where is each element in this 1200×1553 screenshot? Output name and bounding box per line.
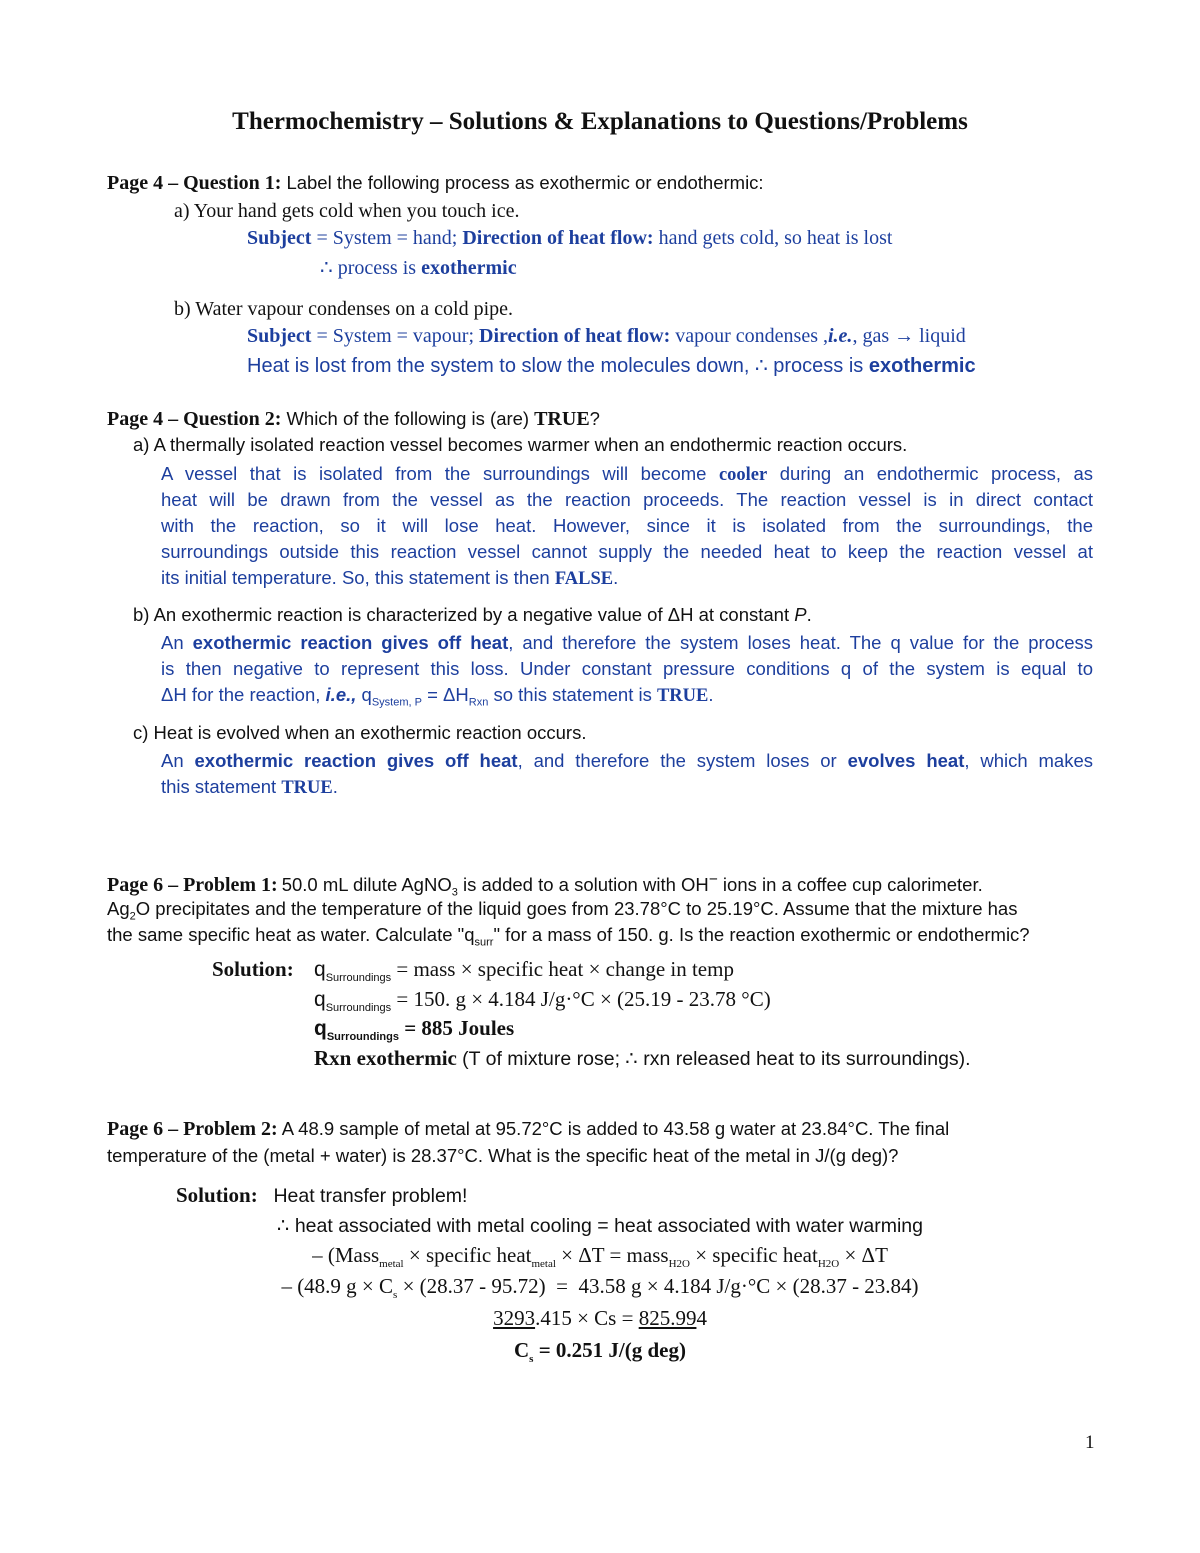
q2b-line-1-pre: An — [161, 632, 184, 653]
p1-eq4-rest: (T of mixture rose; ∴ rxn released heat to its surroundings). — [462, 1048, 971, 1070]
p1-sub-2: 2 — [129, 910, 136, 923]
p1-eq2-text: = 150. g × 4.184 J/g·°C × (25.19 - 23.78 °C) — [396, 987, 771, 1011]
p2-eq2-sub1: metal — [379, 1258, 404, 1271]
q2b-h-sub: Rxn — [468, 696, 489, 709]
p2-eq-1 — [0, 1213, 1200, 1238]
q2c-mid: , and therefore the system loses or — [517, 750, 837, 771]
question-2c-prompt: c) Heat is evolved when an exothermic reaction occurs. — [133, 722, 587, 743]
q2b-line-3-pre: ΔH for the reaction, — [161, 684, 321, 705]
p2-eq5-a: C — [514, 1338, 530, 1362]
q2a-line-2: heat will be drawn from the vessel as the reaction proceeds. The reaction vessel is in direct contact — [161, 489, 1093, 510]
q1b-ie: i.e. — [828, 325, 853, 347]
q2b-bold: exothermic reaction gives off heat — [192, 632, 509, 653]
q1b-line2-text: Heat is lost from the system to slow the molecules down, ∴ process is — [247, 355, 864, 377]
p2-eq2-b: × specific heat — [408, 1243, 532, 1267]
q2c-line-2-pre: this statement — [161, 776, 277, 797]
q2b-ie: i.e., — [325, 684, 357, 705]
p2-eq4-underline-2: 825.99 — [638, 1306, 697, 1330]
question-1-heading: Page 4 – Question 1: — [107, 172, 282, 194]
q1b-result: exothermic — [868, 355, 976, 377]
q1b-direction-label: Direction of heat flow: — [479, 325, 671, 347]
p2-eq-5 — [0, 1338, 1200, 1365]
p2-solution-label: Solution: — [176, 1183, 258, 1207]
p1-eq1-q: q — [314, 958, 326, 981]
p2-eq5-b: = 0.251 J/(g deg) — [538, 1338, 686, 1362]
problem-1-line-1 — [107, 871, 983, 899]
q2c-line-1-post: , which makes — [964, 750, 1093, 771]
p1-l3-a: the same specific heat as water. Calculate "q — [107, 924, 475, 945]
q2b-line-1-post: , and therefore the system loses heat. The q value for the process — [508, 632, 1094, 653]
q2b-end: . — [708, 684, 714, 705]
q2b-prompt-p: P — [794, 604, 807, 625]
problem-1-heading: Page 6 – Problem 1: — [107, 874, 278, 897]
q2c-bold-1: exothermic reaction gives off heat — [194, 750, 518, 771]
p2-eq3-b: × (28.37 - 95.72) = 43.58 g × 4.184 J/g·°C × (28.37 - 23.84) — [402, 1274, 919, 1298]
p1-eq3-text: = 885 Joules — [404, 1016, 515, 1040]
q2a-line-4: surroundings outside this reaction vessel cannot supply the needed heat to keep the reaction vessel at — [161, 541, 1093, 562]
q2a-line-1-post: during an endothermic process, as — [779, 463, 1094, 484]
q1b-subject-label: Subject — [247, 325, 312, 347]
p2-eq4-b: 4 — [696, 1306, 707, 1330]
q2a-line-5-post: . — [613, 567, 619, 588]
q2a-line-3: with the reaction, so it will lose heat. However, since it is isolated from the surroundings, the — [161, 515, 1093, 536]
q2c-line-2 — [161, 776, 1093, 802]
p1-eq1-sub: Surroundings — [325, 972, 392, 985]
p2-eq-3 — [0, 1274, 1200, 1301]
q1b-direction-text: vapour condenses , — [675, 325, 828, 347]
question-2-prompt-true: TRUE — [534, 408, 590, 430]
p2-eq3-sub: s — [393, 1289, 398, 1302]
p2-eq1-text: ∴ heat associated with metal cooling = heat associated with water warming — [277, 1215, 923, 1237]
question-1a-prompt: a) Your hand gets cold when you touch ice. — [174, 200, 520, 222]
p2-solution-text: Heat transfer problem! — [273, 1185, 468, 1207]
question-2c-answer — [161, 750, 1093, 802]
p1-l1-c: ions in a coffee cup calorimeter. — [722, 874, 983, 896]
p1-l1-a: 50.0 mL dilute AgNO — [281, 874, 452, 896]
question-2-heading: Page 4 – Question 2: — [107, 408, 282, 430]
question-2b-prompt — [133, 604, 812, 626]
p2-eq2-sub4: H2O — [817, 1258, 840, 1271]
question-1b-prompt: b) Water vapour condenses on a cold pipe. — [174, 298, 514, 320]
p2-eq4-a: .415 × Cs = — [535, 1306, 634, 1330]
p2-l1: A 48.9 sample of metal at 95.72°C is added to 43.58 g water at 23.84°C. The final — [281, 1118, 950, 1139]
p1-eq-2 — [314, 987, 771, 1014]
p2-eq3-a: – (48.9 g × C — [281, 1274, 394, 1298]
q2a-line-1 — [161, 463, 1093, 489]
q2a-line-5 — [161, 567, 1093, 593]
p2-eq5-sub: s — [529, 1353, 534, 1366]
q2c-bold-2: evolves heat — [847, 750, 965, 771]
question-2a-answer — [161, 463, 1093, 593]
q2a-cooler: cooler — [718, 465, 768, 485]
p2-eq-2 — [0, 1243, 1200, 1270]
p2-solution-line — [176, 1183, 467, 1208]
p1-l2-a: Ag — [107, 898, 130, 919]
p2-eq2-sub2: metal — [531, 1258, 556, 1271]
q1b-gas: , gas → liquid — [852, 325, 966, 347]
q1a-system: = System = hand; — [316, 227, 458, 249]
question-1-prompt: Label the following process as exothermic or endothermic: — [286, 172, 764, 193]
problem-2-line-2: temperature of the (metal + water) is 28.37°C. What is the specific heat of the metal in J/(g deg)? — [107, 1145, 899, 1166]
q2b-eq: = ΔH — [427, 684, 469, 705]
page-title: Thermochemistry – Solutions & Explanations to Questions/Problems — [232, 108, 968, 135]
q1a-result: exothermic — [421, 257, 517, 279]
p2-eq2-e: × ΔT — [844, 1243, 888, 1267]
p1-sup-minus: − — [708, 871, 718, 888]
p1-l1-b: is added to a solution with OH — [463, 874, 709, 896]
question-1b-answer-line-2 — [247, 353, 976, 378]
q2b-true: TRUE — [656, 686, 709, 706]
p1-solution-label-text: Solution: — [212, 957, 294, 981]
p1-eq4-bold: Rxn exothermic — [314, 1046, 457, 1070]
p1-eq-1 — [314, 957, 734, 984]
question-1a-answer-line-2 — [320, 255, 517, 280]
p1-eq2-q: q — [314, 988, 326, 1011]
p2-eq2-a: – (Mass — [312, 1243, 380, 1267]
question-2-prompt: Which of the following is (are) — [286, 408, 530, 429]
p1-sub-3: 3 — [451, 886, 458, 899]
question-2b-answer — [161, 632, 1093, 710]
p2-eq2-c: × ΔT = mass — [561, 1243, 669, 1267]
p1-l2-b: O precipitates and the temperature of the liquid goes from 23.78°C to 25.19°C. Assume that the mixture has — [135, 898, 1018, 919]
q2a-line-1-pre: A vessel that is isolated from the surroundings will become — [161, 463, 707, 484]
p2-eq2-d: × specific heat — [695, 1243, 818, 1267]
question-2-prompt-mark: ? — [589, 408, 600, 429]
question-1a-answer-line-1 — [247, 227, 892, 250]
p1-eq3-sub: Surroundings — [326, 1031, 399, 1044]
q2c-true: TRUE — [281, 778, 333, 798]
q1b-system: = System = vapour; — [316, 325, 475, 347]
problem-1-line-3 — [107, 924, 1030, 949]
problem-2-line-1 — [107, 1118, 949, 1141]
q2b-q-sub: System, P — [371, 696, 422, 709]
p1-eq-3 — [314, 1016, 514, 1043]
q2b-line-1 — [161, 632, 1093, 658]
q2c-line-1 — [161, 750, 1093, 776]
q1a-subject-label: Subject — [247, 227, 312, 249]
p1-sub-surr: surr — [474, 936, 494, 949]
q2a-line-5-pre: its initial temperature. So, this statement is then — [161, 567, 550, 588]
problem-1-line-2 — [107, 898, 1017, 923]
q2b-prompt-end: . — [806, 604, 812, 625]
question-1-line — [107, 172, 764, 195]
page-number: 1 — [1085, 1432, 1095, 1453]
q2b-line-2: is then negative to represent this loss. Under constant pressure conditions q of the system is equal to — [161, 658, 1093, 679]
therefore-symbol: ∴ — [320, 257, 333, 279]
problem-1-solution-label — [212, 957, 294, 982]
p1-l3-b: " for a mass of 150. g. Is the reaction exothermic or endothermic? — [493, 924, 1030, 945]
p1-eq2-sub: Surroundings — [325, 1002, 392, 1015]
p1-eq-4 — [314, 1046, 971, 1071]
problem-2-heading: Page 6 – Problem 2: — [107, 1118, 278, 1140]
q2b-prompt-text: b) An exothermic reaction is characterized by a negative value of ΔH at constant — [133, 604, 790, 625]
q2b-q: q — [361, 684, 372, 705]
q2c-end: . — [332, 776, 338, 797]
q1a-direction-label: Direction of heat flow: — [462, 227, 654, 249]
q2a-false: FALSE — [554, 569, 614, 589]
q2c-line-1-pre: An — [161, 750, 184, 771]
question-1b-answer-line-1 — [247, 325, 966, 348]
question-2a-prompt: a) A thermally isolated reaction vessel becomes warmer when an endothermic reaction occurs. — [133, 434, 908, 455]
p2-eq2-sub3: H2O — [668, 1258, 690, 1271]
q1a-process: process is — [337, 257, 417, 279]
q2b-mid: so this statement is — [493, 684, 652, 705]
p2-eq-4 — [0, 1306, 1200, 1331]
p1-eq3-q: q — [314, 1017, 327, 1040]
p2-eq4-underline-1: 3293 — [493, 1306, 536, 1330]
p1-eq1-text: = mass × specific heat × change in temp — [396, 957, 734, 981]
question-2-line — [107, 408, 600, 431]
q1a-direction-text: hand gets cold, so heat is lost — [658, 227, 893, 249]
q2b-line-3 — [161, 684, 1093, 710]
